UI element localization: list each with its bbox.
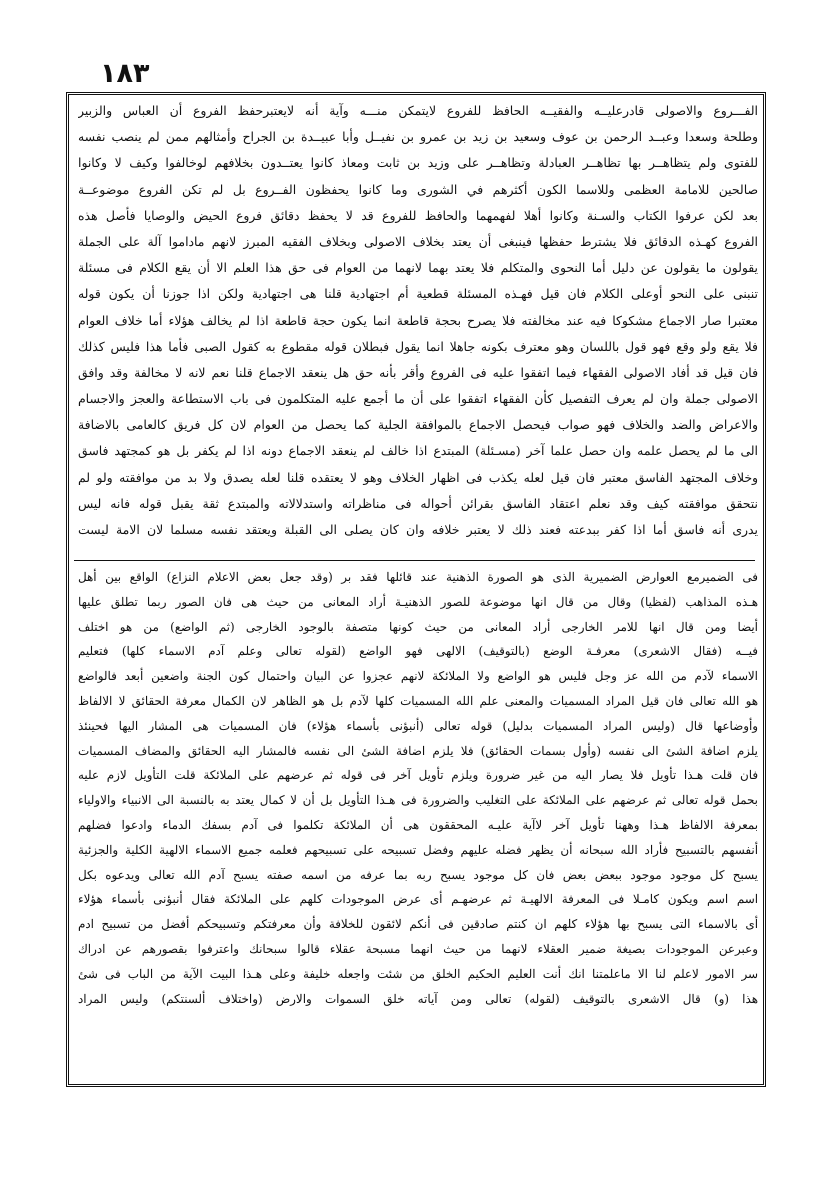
- main-text-line: وطلحة وسعدا وعبــد الرحمن بن عوف وسعيد بن زيد بن عمرو بن نفيــل وأبا عبيــدة بن الجراح وأمثالهم ممن لم ينصب نفسه: [78, 129, 758, 145]
- section-divider: [74, 560, 755, 561]
- commentary-line: يلزم اضافة الشئ الى نفسه (وأول بسمات الحقائق) فلا يلزم اضافة الشئ الى نفسه فالمشار اليه الحقائق والمضاف المسميات: [78, 743, 758, 758]
- commentary-line: فيــه (فقال الاشعرى) معرفـة الوضع (بالتوقيف) الالهى فهو الواضع (لقوله تعالى وعلم آدم الاسماء كلها) فتعليم: [78, 644, 758, 659]
- main-text-line: الاصولى جملة وان لم يعرف التفصيل كأن الفقهاء اتفقوا على أن ما أجمع عليه المتكلمون فى باب الاستطاعة والعجز والاجسام: [78, 391, 758, 407]
- commentary-line: بحمل قوله تعالى ثم عرضهم على الملائكة على التغليب والضرورة فى هـذا التأويل بل أن لا كمال يعتد به بالنسبة الى الانبياء والاولياء: [78, 793, 758, 808]
- main-text-line: وخلاف المجتهد الفاسق معتبر فان قيل لعله يكذب فى اظهار الخلاف وهو لا يعتقده قلنا لعله يصدق ولا بد من موافقته ولو لم: [78, 469, 758, 485]
- commentary-line: فى الضميرمع العوارض الضميرية الذى هو الصورة الذهنية عند قائلها فقد بر (وقد جعل بعض الاعلام النزاع) الواقع بين أهل: [78, 570, 758, 584]
- main-text-line: تنبنى على النحو أوعلى الكلام فان قيل فهـذه المسئلة قطعية أم اجتهادية قلنا هى اجتهادية ولكن اذا جوزنا أن يكون قوله: [78, 286, 758, 302]
- page-number: ١٨٣: [100, 58, 150, 89]
- main-text-line: الى ما لم يحصل علمه وان حصل علما آخر (مسـئلة) المبتدع اذا خالف لم ينعقد الاجماع دونه اذا لم يكفر بل هو كمجتهد فاسق: [78, 443, 758, 459]
- commentary-line: هذا (و) قال الاشعرى بالتوقيف (لقوله) تعالى ومن آياته خلق السموات والارض (واختلاف ألسنتكم) وليس المراد: [78, 991, 758, 1006]
- commentary-line: الاسماء لآدم من الله عز وجل فليس هو الواضع ولا الملائكة لانهم عجزوا عن البيان واحتمال كون الجنة واضعين أبعد فالواضع: [78, 669, 758, 684]
- main-text-line: يقولون ما يقولون عن دليل أما النحوى والمتكلم فلا يعتد بهما لانهما من العوام فى حق هذا العلم الا أن يقع الكلام فى مسئلة: [78, 260, 758, 276]
- main-text-line: نتحقق موافقته كيف وقد نعلم اعتقاد الفاسق بقرائن أحواله فى مناظراته واستدلالاته والمبتدع ثقة يقبل قوله فانه ليس: [78, 495, 758, 511]
- main-text-line: والاعراض والضد والخلاف فهو صواب فيحصل الاجماع بالموافقة الجلية كما يحصل من العوام لان كل فريق كالعامى بالاضافة: [78, 417, 758, 433]
- commentary-line: سر الامور لاعلم لنا الا ماعلمتنا انك أنت العليم الحكيم الخلق من شئت واجعله خليفة وعلى هـذا البيت الآية من الباب فى شئ: [78, 966, 758, 981]
- main-text-line: الفـــروع والاصولى قادرعليــه والفقيــه الحافظ للفروع لايتمكن منـــه وآية أنه لايعتبرحفظ الفروع أن العباس والزبير: [78, 103, 758, 118]
- commentary-line: أنفسهم بالتسبيح فأراد الله سبحانه أن يظهر فضله عليهم وفضل تسبيحه على تسبيحهم فعلمه جميع الاسماء الالهية الكلية والجزئية: [78, 842, 758, 857]
- commentary-line: فان قلت هـذا تأويل فلا يصار اليه من غير ضرورة ويلزم تأويل آخر فى قوله ثم عرضهم على الملائكة قلت التأويل لازم عليه: [78, 768, 758, 783]
- main-text-line: يدرى أنه فاسق أما اذا كفر ببدعته فعند ذلك لا يعتبر خلافه وان كان يصلى الى القبلة ويعتقد نفسه مسلما لان الامة ليست: [78, 522, 758, 537]
- main-text-line: بعد لكن عرفوا الكتاب والسـنة وكانوا أهلا لفهمهما والحافظ للفروع قد لا يحفظ دقائق فروع الحيض والوصايا فأصل هذه: [78, 207, 758, 223]
- main-text: [78, 98, 758, 556]
- main-text-line: للفتوى ولم يتظاهــر بها تظاهــر العبادلة وتظاهــر على وزيد بن ثابت ومعاذ كانوا يعتــدون بخلافهم لوخالفوا وكيف لا وكانوا: [78, 155, 758, 171]
- commentary-line: يسبح كل موجود موجود ببعض بعض فان كل موجود يسبح ربه بما عرفه من اسمه صفته يسبح آدم الله تعالى ويدعوه بكل: [78, 867, 758, 882]
- commentary-line: أيضا ومن قال انها للامر الخارجى أراد المعانى من حيث كونها متصفة بالوجود الخارجى (ثم الواضع) من هو اختلف: [78, 619, 758, 634]
- main-text-line: الفروع كهـذه الدقائق فلا يشترط حفظها فينبغى أن يعتد بخلاف الاصولى وبخلاف الفقيه المبرز لانهم ماداموا آلة على الجملة: [78, 233, 758, 249]
- commentary-line: وعبرعن الموجودات بصيغة ضمير العقلاء لانهما من حيث انهما مسبحة عقلاء قالوا سبحانك واعترفوا بقصورهم عن ادراك: [78, 941, 758, 956]
- commentary-line: هـذه المذاهب (لفظيا) وقال من قال انها موضوعة للصور الذهنيـة أراد المعانى من حيث هى فان الصور ربما تطلق عليها: [78, 594, 758, 609]
- commentary-line: وأوضاعها قال (وليس المراد المسميات بدليل) قوله تعالى (أنبؤنى بأسماء هؤلاء) فان المسميات هى المشار اليها فحينئذ: [78, 718, 758, 733]
- commentary-line: أى بالاسماء التى يسبح بها هؤلاء كلهم ان كنتم صادقين فى أنكم لائقون للخلافة وأن معرفتكم وتسبيحكم أفضل من تسبيح ادم: [78, 917, 758, 932]
- main-text-line: فلا يقع ولو وقع فهو قول باللسان وهو معترف بكونه جاهلا انما يقول فبطلان قوله مقطوع به كقول الصبى فأما هذا فليس كذلك: [78, 338, 758, 354]
- commentary-line: هو الله تعالى فان قيل المراد المسميات والمعنى علم الله المسميات كلها لآدم بل هو الظاهر لان الكمال معرفة الحقائق لا الالفاظ: [78, 693, 758, 708]
- main-text-line: صالحين للامامة العظمى وللاسما الكون أكثرهم في الشورى وما كانوا يحفظون الفــروع بل لم تكن الفروع موضوعــة: [78, 181, 758, 197]
- main-text-line: معتبرا صار الاجماع مشكوكا فيه عند مخالفته فلا يصرح بحجة قاطعة انما يكون حجة قاطعة اذا لم يخالف هؤلاء أما خلاف العوام: [78, 312, 758, 328]
- commentary-text: [78, 565, 758, 1075]
- commentary-line: اسم اسم ويكون كامـلا فى المعرفة الالهيـة ثم عرضهـم أى عرض الموجودات كلهم على الملائكة فقال أنبؤنى بأسماء هؤلاء: [78, 892, 758, 907]
- commentary-line: بمعرفة الالفاظ هـذا وههنا تأويل آخر لاآية عليـه المحققون هى أن الملائكة تكلموا فى آدم بسفك الدماء وادعوا فضلهم: [78, 817, 758, 832]
- main-text-line: فان قيل قد أفاد الاصولى الفقهاء فيما اتفقوا عليه فى الفروع وأقر بأنه حق هل ينعقد الاجماع قلنا نعم لانه لا مخالفة وقد وافق: [78, 364, 758, 380]
